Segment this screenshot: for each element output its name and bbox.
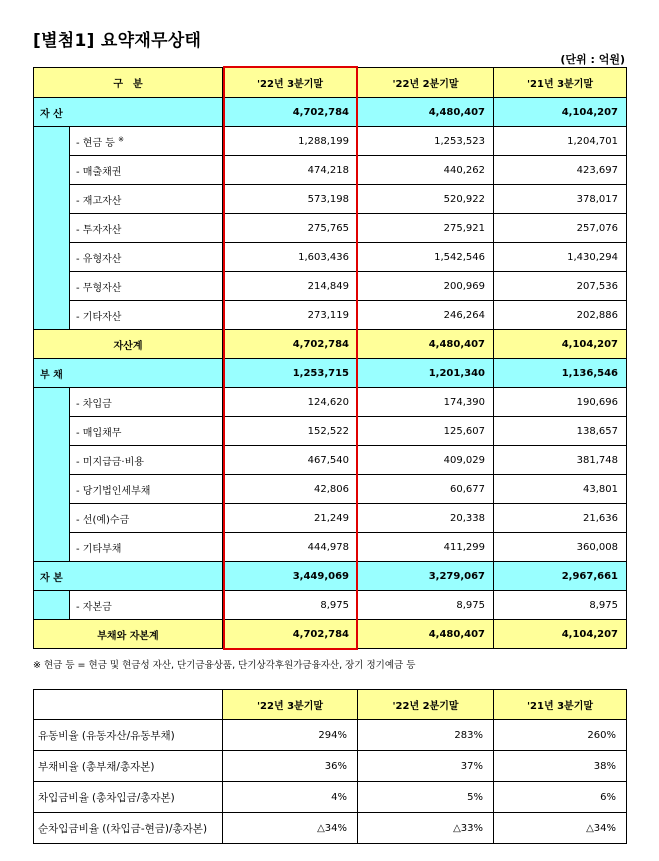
- ratio-value: 6%: [494, 782, 627, 813]
- value-cell: 1,253,715: [223, 359, 358, 388]
- value-cell: 21,636: [494, 504, 627, 533]
- header-period: '22년 3분기말: [223, 68, 358, 98]
- page-title: [별첨1] 요약재무상태: [33, 31, 202, 51]
- value-cell: 474,218: [223, 156, 358, 185]
- ratio-label: 차입금비율 (총차입금/총자본): [34, 782, 223, 813]
- assets-total-row: [34, 330, 627, 359]
- financial-position-table: [33, 67, 627, 649]
- value-cell: 1,253,523: [358, 127, 494, 156]
- table-row: [34, 417, 627, 446]
- table-row: [34, 156, 627, 185]
- ratio-table: [33, 689, 627, 844]
- value-cell: 190,696: [494, 388, 627, 417]
- item-label: [70, 301, 223, 330]
- value-cell: 409,029: [358, 446, 494, 475]
- value-cell: 4,480,407: [358, 620, 494, 649]
- item-label: [70, 417, 223, 446]
- ratio-value: 37%: [358, 751, 494, 782]
- item-label: [70, 388, 223, 417]
- equity-label: 자 본: [34, 562, 223, 591]
- value-cell: 246,264: [358, 301, 494, 330]
- table-row: [34, 243, 627, 272]
- assets-total-label: 자산계: [34, 330, 223, 359]
- value-cell: 444,978: [223, 533, 358, 562]
- ratio-value: 294%: [223, 720, 358, 751]
- ratio-value: 283%: [358, 720, 494, 751]
- value-cell: 467,540: [223, 446, 358, 475]
- value-cell: 202,886: [494, 301, 627, 330]
- item-label: [70, 243, 223, 272]
- table-row: [34, 272, 627, 301]
- item-label-text: - 유형자산: [76, 253, 122, 265]
- value-cell: 43,801: [494, 475, 627, 504]
- item-label-text: - 기타자산: [76, 311, 122, 323]
- value-cell: 257,076: [494, 214, 627, 243]
- unit-label: (단위 : 억원): [560, 53, 625, 66]
- item-label: [70, 185, 223, 214]
- item-label-text: - 당기법인세부채: [76, 485, 151, 497]
- ratio-label: 유동비율 (유동자산/유동부채): [34, 720, 223, 751]
- item-label-text: - 차입금: [76, 398, 112, 410]
- value-cell: 3,449,069: [223, 562, 358, 591]
- item-label: [70, 475, 223, 504]
- header-period: '22년 2분기말: [358, 690, 494, 720]
- assets-section-row: [34, 98, 627, 127]
- value-cell: 411,299: [358, 533, 494, 562]
- value-cell: 273,119: [223, 301, 358, 330]
- value-cell: 124,620: [223, 388, 358, 417]
- item-label: [70, 533, 223, 562]
- table-row: [34, 388, 627, 417]
- item-label-text: - 매출채권: [76, 166, 122, 178]
- value-cell: 3,279,067: [358, 562, 494, 591]
- indent-cell: [34, 127, 70, 330]
- item-label-text: - 기타부채: [76, 543, 122, 555]
- value-cell: 520,922: [358, 185, 494, 214]
- footnote-mark: ※: [118, 135, 125, 144]
- ratio-label: 순차입금비율 ((차입금-현금)/총자본): [34, 813, 223, 844]
- equity-total-row: [34, 620, 627, 649]
- table-row: [34, 446, 627, 475]
- header-period: '22년 2분기말: [358, 68, 494, 98]
- value-cell: 440,262: [358, 156, 494, 185]
- footnote: ※ 현금 등 = 현금 및 현금성 자산, 단기금융상품, 단기상각후원가금융자산, 장기 정기예금 등: [33, 660, 416, 671]
- ratio-value: △34%: [494, 813, 627, 844]
- item-label-text: - 선(예)수금: [76, 514, 130, 526]
- value-cell: 423,697: [494, 156, 627, 185]
- assets-label: 자 산: [34, 98, 223, 127]
- item-label: [70, 272, 223, 301]
- item-label-text: - 투자자산: [76, 224, 122, 236]
- ratio-value: △34%: [223, 813, 358, 844]
- table-row: [34, 127, 627, 156]
- ratio-value: 38%: [494, 751, 627, 782]
- value-cell: 1,603,436: [223, 243, 358, 272]
- table-row: [34, 533, 627, 562]
- ratio-row: [34, 720, 627, 751]
- value-cell: 1,136,546: [494, 359, 627, 388]
- value-cell: 4,480,407: [358, 98, 494, 127]
- value-cell: 125,607: [358, 417, 494, 446]
- item-label-text: - 미지급금·비용: [76, 456, 144, 468]
- value-cell: 1,288,199: [223, 127, 358, 156]
- table-row: [34, 214, 627, 243]
- table-row: [34, 591, 627, 620]
- value-cell: 1,430,294: [494, 243, 627, 272]
- value-cell: 573,198: [223, 185, 358, 214]
- value-cell: 381,748: [494, 446, 627, 475]
- table-row: [34, 301, 627, 330]
- value-cell: 60,677: [358, 475, 494, 504]
- indent-cell: [34, 388, 70, 562]
- value-cell: 4,480,407: [358, 330, 494, 359]
- ratio-value: 4%: [223, 782, 358, 813]
- ratio-row: [34, 813, 627, 844]
- header-period: '22년 3분기말: [223, 690, 358, 720]
- value-cell: 1,542,546: [358, 243, 494, 272]
- item-label: [70, 504, 223, 533]
- value-cell: 4,104,207: [494, 330, 627, 359]
- value-cell: 4,702,784: [223, 98, 358, 127]
- header-period: '21년 3분기말: [494, 68, 627, 98]
- item-label: [70, 446, 223, 475]
- item-label: [70, 127, 223, 156]
- value-cell: 4,104,207: [494, 620, 627, 649]
- ratio-value: △33%: [358, 813, 494, 844]
- equity-section-row: [34, 562, 627, 591]
- value-cell: 8,975: [223, 591, 358, 620]
- table-row: [34, 504, 627, 533]
- item-label-text: - 무형자산: [76, 282, 122, 294]
- item-label: [70, 156, 223, 185]
- value-cell: 8,975: [358, 591, 494, 620]
- ratio-row: [34, 782, 627, 813]
- header-period: '21년 3분기말: [494, 690, 627, 720]
- value-cell: 20,338: [358, 504, 494, 533]
- value-cell: 8,975: [494, 591, 627, 620]
- value-cell: 200,969: [358, 272, 494, 301]
- header-row: [34, 68, 627, 98]
- value-cell: 174,390: [358, 388, 494, 417]
- ratio-value: 36%: [223, 751, 358, 782]
- item-label-text: - 매입채무: [76, 427, 122, 439]
- indent-cell: [34, 591, 70, 620]
- value-cell: 1,201,340: [358, 359, 494, 388]
- item-label: [70, 591, 223, 620]
- value-cell: 138,657: [494, 417, 627, 446]
- value-cell: 4,702,784: [223, 330, 358, 359]
- ratio-value: 5%: [358, 782, 494, 813]
- value-cell: 2,967,661: [494, 562, 627, 591]
- value-cell: 378,017: [494, 185, 627, 214]
- table-row: [34, 185, 627, 214]
- liabilities-label: 부 채: [34, 359, 223, 388]
- value-cell: 152,522: [223, 417, 358, 446]
- item-label-text: - 현금 등: [76, 137, 115, 149]
- value-cell: 207,536: [494, 272, 627, 301]
- header-category: 구 분: [34, 68, 223, 98]
- item-label: [70, 214, 223, 243]
- ratio-row: [34, 751, 627, 782]
- table-row: [34, 475, 627, 504]
- ratio-header-row: [34, 690, 627, 720]
- value-cell: 42,806: [223, 475, 358, 504]
- value-cell: 360,008: [494, 533, 627, 562]
- value-cell: 275,765: [223, 214, 358, 243]
- ratio-header-blank: [34, 690, 223, 720]
- value-cell: 4,702,784: [223, 620, 358, 649]
- ratio-label: 부채비율 (총부채/총자본): [34, 751, 223, 782]
- equity-total-label: 부채와 자본계: [34, 620, 223, 649]
- value-cell: 214,849: [223, 272, 358, 301]
- ratio-value: 260%: [494, 720, 627, 751]
- value-cell: 1,204,701: [494, 127, 627, 156]
- item-label-text: - 자본금: [76, 601, 112, 613]
- value-cell: 4,104,207: [494, 98, 627, 127]
- value-cell: 275,921: [358, 214, 494, 243]
- liabilities-section-row: [34, 359, 627, 388]
- item-label-text: - 재고자산: [76, 195, 122, 207]
- value-cell: 21,249: [223, 504, 358, 533]
